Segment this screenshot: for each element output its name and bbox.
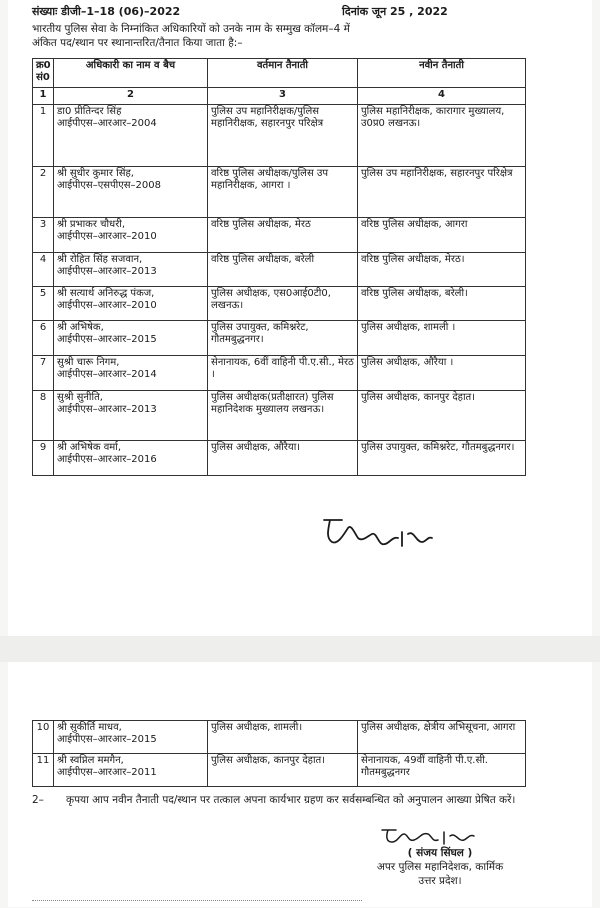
order-header <box>32 4 572 20</box>
officer-batch: आईपीएस–आरआर–2014 <box>57 369 157 380</box>
officer-cell <box>54 441 208 476</box>
transfer-table-continued <box>32 720 526 787</box>
row-serial: 5 <box>33 287 54 321</box>
signatory-state: उत्तर प्रदेश। <box>418 875 462 887</box>
paragraph-index: 2– <box>32 794 44 806</box>
new-posting: पुलिस महानिरीक्षक, कारागार मुख्यालय, उ0प्र0 लखनऊ। <box>358 105 526 167</box>
officer-name: श्री स्वप्निल ममगैन, <box>57 755 124 766</box>
row-serial: 11 <box>33 754 54 787</box>
officer-cell <box>54 391 208 441</box>
row-serial: 10 <box>33 721 54 754</box>
new-posting: पुलिस अधीक्षक, क्षेत्रीय अभिसूचना, आगरा <box>358 721 526 754</box>
table-header-row <box>33 59 526 88</box>
officer-batch: आईपीएस–आरआर–2004 <box>57 118 157 129</box>
current-posting: पुलिस अधीक्षक, शामली। <box>208 721 358 754</box>
officer-cell <box>54 721 208 754</box>
handwritten-initials-icon <box>378 824 478 846</box>
col-number: 4 <box>358 88 526 105</box>
officer-batch: आईपीएस–आरआर–2013 <box>57 266 157 277</box>
row-serial: 3 <box>33 218 54 253</box>
table-row <box>33 253 526 287</box>
paragraph-text: कृपया आप नवीन तैनाती पद/स्थान पर तत्काल अपना कार्यभार ग्रहण कर सर्वसम्बन्धित को अनुपालन आख्या प्रेषित करें। <box>66 794 516 806</box>
table-row <box>33 441 526 476</box>
current-posting: पुलिस उप महानिरीक्षक/पुलिस महानिरीक्षक, सहारनपुर परिक्षेत्र <box>208 105 358 167</box>
table-row <box>33 287 526 321</box>
row-serial: 6 <box>33 321 54 356</box>
col-number: 1 <box>33 88 54 105</box>
officer-name: श्री अभिषेक वर्मा, <box>57 442 122 453</box>
officer-name: सुश्री सुनीति, <box>57 392 103 403</box>
signatory-designation: अपर पुलिस महानिदेशक, कार्मिक <box>376 861 504 873</box>
current-posting: वरिष्ठ पुलिस अधीक्षक/पुलिस उप महानिरीक्षक, आगरा । <box>208 167 358 218</box>
officer-name: श्री रोहित सिंह सजवान, <box>57 254 143 265</box>
officer-cell <box>54 287 208 321</box>
header-current-posting: वर्तमान तैनाती <box>208 59 358 88</box>
table-row <box>33 321 526 356</box>
current-posting: पुलिस अधीक्षक(प्रतीक्षारत) पुलिस महानिदेशक मुख्यालय लखनऊ। <box>208 391 358 441</box>
officer-batch: आईपीएस–आरआर–2013 <box>57 404 157 415</box>
row-serial: 2 <box>33 167 54 218</box>
officer-name: श्री प्रभाकर चौधरी, <box>57 219 126 230</box>
new-posting: पुलिस उपायुक्त, कमिश्नरेट, गौतमबुद्धनगर। <box>358 441 526 476</box>
row-serial: 1 <box>33 105 54 167</box>
row-serial: 8 <box>33 391 54 441</box>
instruction-paragraph <box>32 793 556 807</box>
officer-batch: आईपीएस–आरआर–2010 <box>57 231 157 242</box>
signatory-block <box>340 846 540 888</box>
new-posting: पुलिस अधीक्षक, कानपुर देहात। <box>358 391 526 441</box>
col-number: 2 <box>54 88 208 105</box>
officer-name: डा0 प्रीतिन्दर सिंह <box>57 106 122 117</box>
officer-batch: आईपीएस–एसपीएस–2008 <box>57 180 161 191</box>
new-posting: सेनानायक, 49वीं वाहिनी पी.ए.सी. गौतमबुद्धनगर <box>358 754 526 787</box>
table-row <box>33 356 526 391</box>
officer-name: श्री सत्यार्थ अनिरुद्ध पंकज, <box>57 288 155 299</box>
current-posting: पुलिस अधीक्षक, एस0आई0टी0, लखनऊ। <box>208 287 358 321</box>
transfer-table <box>32 58 526 476</box>
new-posting: वरिष्ठ पुलिस अधीक्षक, आगरा <box>358 218 526 253</box>
table-row <box>33 754 526 787</box>
officer-batch: आईपीएस–आरआर–2015 <box>57 334 157 345</box>
officer-batch: आईपीएस–आरआर–2010 <box>57 300 157 311</box>
row-serial: 7 <box>33 356 54 391</box>
officer-cell <box>54 105 208 167</box>
officer-name: सुश्री चारू निगम, <box>57 357 120 368</box>
intro-line: अंकित पद/स्थान पर स्थानान्तरित/तैनात किया जाता है:– <box>32 37 243 49</box>
new-posting: पुलिस उप महानिरीक्षक, सहारनपुर परिक्षेत्र <box>358 167 526 218</box>
officer-cell <box>54 356 208 391</box>
officer-cell <box>54 167 208 218</box>
current-posting: वरिष्ठ पुलिस अधीक्षक, मेरठ <box>208 218 358 253</box>
table-row <box>33 167 526 218</box>
signatory-name: ( संजय सिंघल ) <box>407 847 473 859</box>
officer-batch: आईपीएस–आरआर–2016 <box>57 454 157 465</box>
current-posting: वरिष्ठ पुलिस अधीक्षक, बरेली <box>208 253 358 287</box>
order-reference: संख्याः डीजी–1–18 (06)–2022 <box>32 5 181 18</box>
table-row <box>33 721 526 754</box>
new-posting: पुलिस अधीक्षक, औरैया । <box>358 356 526 391</box>
current-posting: सेनानायक, 6वीं वाहिनी पी.ए.सी., मेरठ । <box>208 356 358 391</box>
table-row <box>33 218 526 253</box>
page-gap <box>0 636 600 662</box>
col-number: 3 <box>208 88 358 105</box>
officer-cell <box>54 321 208 356</box>
header-new-posting: नवीन तैनाती <box>358 59 526 88</box>
officer-name: श्री सुधीर कुमार सिंह, <box>57 168 134 179</box>
row-serial: 4 <box>33 253 54 287</box>
handwritten-signature-icon <box>318 512 438 552</box>
current-posting: पुलिस उपायुक्त, कमिश्नरेट, गौतमबुद्धनगर। <box>208 321 358 356</box>
intro-line: भारतीय पुलिस सेवा के निम्नांकित अधिकारियों को उनके नाम के सम्मुख कॉलम–4 में <box>32 23 350 35</box>
officer-name: श्री अभिषेक, <box>57 322 104 333</box>
current-posting: पुलिस अधीक्षक, औरैया। <box>208 441 358 476</box>
officer-batch: आईपीएस–आरआर–2015 <box>57 734 157 745</box>
column-number-row <box>33 88 526 105</box>
header-serial: क्र0 सं0 <box>33 59 54 88</box>
header-officer: अधिकारी का नाम व बैच <box>54 59 208 88</box>
intro-paragraph <box>32 22 568 50</box>
new-posting: वरिष्ठ पुलिस अधीक्षक, मेरठ। <box>358 253 526 287</box>
officer-name: श्री सुकीर्ति माधव, <box>57 722 122 733</box>
new-posting: पुलिस अधीक्षक, शामली । <box>358 321 526 356</box>
row-serial: 9 <box>33 441 54 476</box>
officer-cell <box>54 754 208 787</box>
officer-cell <box>54 253 208 287</box>
order-date: दिनांक जून 25 , 2022 <box>342 5 448 18</box>
new-posting: वरिष्ठ पुलिस अधीक्षक, बरेली। <box>358 287 526 321</box>
table-row <box>33 391 526 441</box>
officer-batch: आईपीएस–आरआर–2011 <box>57 767 157 778</box>
table-row <box>33 105 526 167</box>
officer-cell <box>54 218 208 253</box>
current-posting: पुलिस अधीक्षक, कानपुर देहात। <box>208 754 358 787</box>
